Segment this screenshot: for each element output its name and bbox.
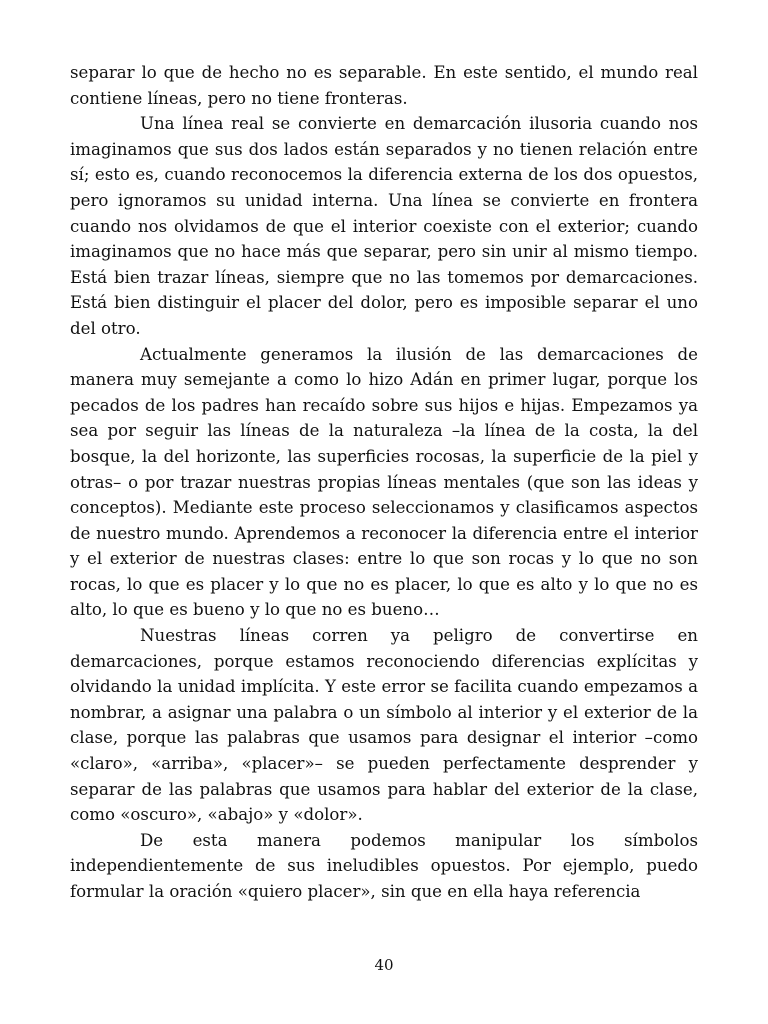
page-number: 40 — [374, 956, 394, 974]
paragraph-actualmente: Actualmente generamos la ilusión de las demarcaciones de manera muy semejante a como lo hizo Adán en primer lugar, porque los pecados de los padres han recaído sobre sus hijos e hijas. Empezamos ya sea por seguir las líneas de la naturaleza –la línea de la costa, la del bosque, la del horizonte, las superficies rocosas, la superficie de la piel y otras– o por trazar nuestras propias líneas mentales (que son las ideas y conceptos). Mediante este proceso seleccionamos y clasificamos aspectos de nuestro mundo. Aprendemos a reconocer la diferencia entre el interior y el exterior de nuestras clases: entre lo que son rocas y lo que no son rocas, lo que es placer y lo que no es placer, lo que es alto y lo que no es alto, lo que es bueno y lo que no es bueno… — [70, 344, 698, 620]
page-body — [70, 60, 698, 905]
paragraph-linea-real: Una línea real se convierte en demarcación ilusoria cuando nos imaginamos que sus dos lados están separados y no tienen relación entre sí; esto es, cuando reconocemos la diferencia externa de los dos opuestos, pero ignoramos su unidad interna. Una línea se convierte en frontera cuando nos olvidamos de que el interior coexiste con el exterior; cuando imaginamos que no hace más que separar, pero sin unir al mismo tiempo. Está bien trazar líneas, siempre que no las tomemos por demarcaciones. Está bien distinguir el placer del dolor, pero es imposible separar el uno del otro. — [70, 114, 698, 338]
paragraph-de-esta-manera: De esta manera podemos manipular los símbolos independientemente de sus ineludibles opuestos. Por ejemplo, puedo formular la oración «quiero placer», sin que en ella haya referencia — [70, 830, 698, 901]
paragraph-continuation: separar lo que de hecho no es separable. En este sentido, el mundo real contiene líneas, pero no tiene fronteras. — [70, 63, 698, 108]
paragraph-nuestras-lineas: Nuestras líneas corren ya peligro de convertirse en demarcaciones, porque estamos reconociendo diferencias explícitas y olvidando la unidad implícita. Y este error se facilita cuando empezamos a nombrar, a asignar una palabra o un símbolo al interior y el exterior de la clase, porque las palabras que usamos para designar el interior –como «claro», «arriba», «placer»– se pueden perfectamente desprender y separar de las palabras que usamos para hablar del exterior de la clase, como «oscuro», «abajo» y «dolor». — [70, 626, 698, 825]
